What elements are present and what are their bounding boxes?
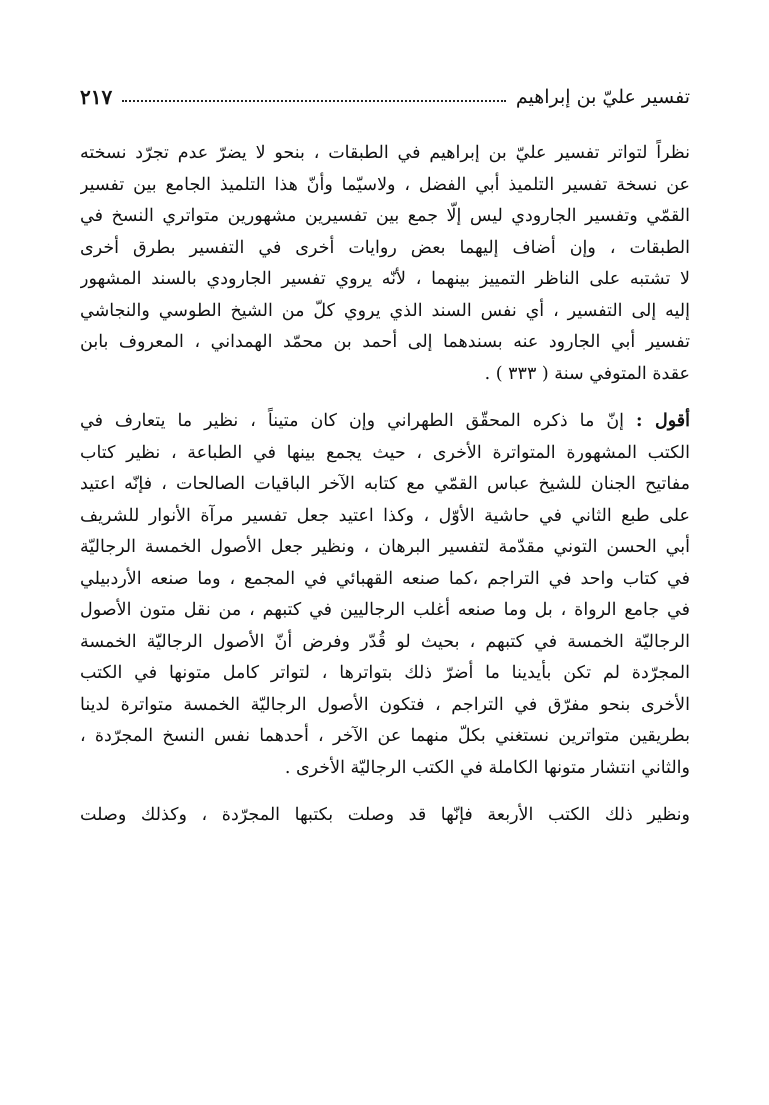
running-header: [80, 82, 690, 112]
text-line: في كتاب واحد في التراجم ،كما صنعه القهبائي في المجمع ، وما صنعه الأردبيلي: [80, 568, 690, 589]
text-line: عقدة المتوفي سنة ( ٣٣٣ ) .: [484, 363, 690, 384]
text-line: والثاني انتشار متونها الكاملة في الكتب الرجاليّة الأخرى .: [284, 757, 690, 778]
dotted-leader: [122, 100, 506, 102]
text-line: نظراً لتواتر تفسير عليّ بن إبراهيم في الطبقات ، بنحو لا يضرّ عدم تجرّد نسخته: [80, 143, 690, 163]
text-line-lead: [80, 406, 690, 438]
paragraph-3: [80, 800, 690, 832]
lead-line-rest: إنّ ما ذكره المحقّق الطهراني وإن كان متيناً ، نظير ما يتعارف في: [80, 411, 637, 431]
text-line: ونظير ذلك الكتب الأربعة فإنّها قد وصلت بكتبها المجرّدة ، وكذلك وصلت: [80, 805, 690, 825]
paragraph-2: [80, 406, 690, 784]
text-line: بطريقين متواترين نستغني بكلّ منهما عن الآخر ، أحدهما نفس النسخ المجرّدة ،: [80, 726, 690, 746]
text-line: لا تشتبه على الناظر التمييز بينهما ، لأنّه يروي تفسير الجارودي بالسند المشهور: [80, 269, 690, 289]
text-line: القمّي وتفسير الجارودي ليس إلّا جمع بين تفسيرين مشهورين متواتري النسخ في: [80, 206, 690, 226]
paragraph-1: [80, 138, 690, 390]
page-number: ٢١٧: [80, 85, 113, 109]
text-line: إليه إلى التفسير ، أي نفس السند الذي يروي كلّ من الشيخ الطوسي والنجاشي: [80, 300, 690, 321]
running-title: تفسير عليّ بن إبراهيم: [515, 86, 690, 108]
text-line: الطبقات ، وإن أضاف إليهما بعض روايات أخرى في التفسير بطرق أخرى: [80, 237, 690, 258]
text-line: الأخرى بنحو مفرّق في التراجم ، فتكون الأصول الرجاليّة الخمسة متواترة لدينا: [80, 694, 690, 715]
text-line: المجرّدة لم تكن بأيدينا ما أضرّ ذلك بتواترها ، لتواتر كامل متونها في الكتب: [80, 663, 690, 683]
text-line: في جامع الرواة ، بل وما صنعه أغلب الرجاليين في كتبهم ، من نقل متون الأصول: [80, 600, 690, 620]
text-line: الرجاليّة الخمسة في كتبهم ، بحيث لو قُدّر وفرض أنّ الأصول الرجاليّة الخمسة: [80, 631, 690, 652]
text-line: مفاتيح الجنان للشيخ عباس القمّي مع كتابه الآخر الباقيات الصالحات ، فإنّه اعتيد: [80, 474, 690, 494]
text-line: أبي الحسن التوني مقدّمة لتفسير البرهان ، ونظير جعل الأصول الخمسة الرجاليّة: [80, 537, 690, 557]
text-line: تفسير أبي الجارود عنه بسندهما إلى أحمد بن محمّد الهمداني ، المعروف بابن: [80, 332, 690, 352]
text-line: عن نسخة تفسير التلميذ أبي الفضل ، ولاسيّما وأنّ هذا التلميذ الجامع بين تفسير: [80, 174, 690, 195]
text-line: على طبع الثاني في حاشية الأوّل ، وكذا اعتيد جعل تفسير مرآة الأنوار للشريف: [80, 505, 690, 526]
body-text: [80, 138, 690, 832]
paragraph-gap: [80, 390, 690, 406]
text-line: الكتب المشهورة المتواترة الأخرى ، حيث يجمع بينها في الطباعة ، نظير كتاب: [80, 442, 690, 463]
paragraph-gap: [80, 784, 690, 800]
lead-word: أقول :: [636, 411, 690, 431]
